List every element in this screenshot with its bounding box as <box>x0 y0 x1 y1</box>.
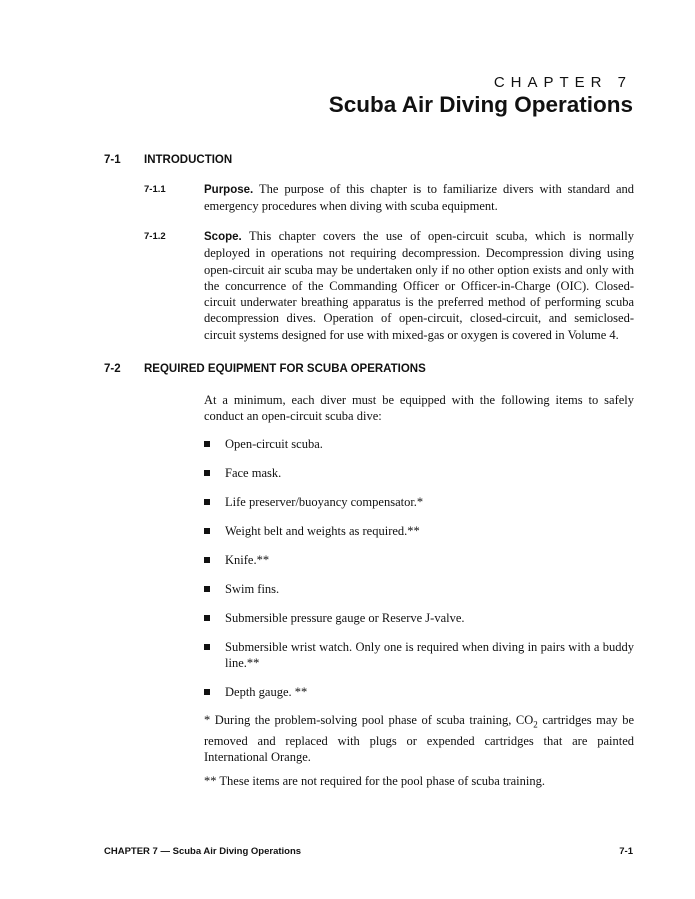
list-item: Life preserver/buoyancy compensator.* <box>204 494 634 510</box>
list-item: Submersible pressure gauge or Reserve J-valve. <box>204 610 634 626</box>
section-number: 7-2 <box>104 363 121 375</box>
bullet-square-icon <box>204 644 210 650</box>
bullet-square-icon <box>204 528 210 534</box>
bullet-square-icon <box>204 441 210 447</box>
list-item: Submersible wrist watch. Only one is required when diving in pairs with a buddy line.** <box>204 639 634 672</box>
purpose-paragraph <box>204 181 634 215</box>
section-title: INTRODUCTION <box>144 154 233 166</box>
footnote-co2-part2: cartridges may be removed and replaced with plugs or expended cartridges that are painted International Orange. <box>204 713 634 765</box>
list-item: Open-circuit scuba. <box>204 436 634 452</box>
list-item: Weight belt and weights as required.** <box>204 523 634 539</box>
list-item: Swim fins. <box>204 581 634 597</box>
footer-chapter: CHAPTER 7 — Scuba Air Diving Operations <box>104 846 302 857</box>
scope-lead: Scope. <box>204 231 242 243</box>
bullet-square-icon <box>204 470 210 476</box>
list-item: Knife.** <box>204 552 634 568</box>
footnote-co2 <box>204 712 634 765</box>
bullet-square-icon <box>204 557 210 563</box>
footnote-co2-subscript: 2 <box>533 719 538 730</box>
bullet-square-icon <box>204 499 210 505</box>
subsection-number: 7-1.1 <box>144 184 166 195</box>
chapter-title: Scuba Air Diving Operations <box>328 92 633 117</box>
purpose-lead: Purpose. <box>204 184 254 196</box>
chapter-label: CHAPTER 7 <box>493 74 632 91</box>
bullet-square-icon <box>204 586 210 592</box>
purpose-text: The purpose of this chapter is to familiarize divers with standard and emergency procedures when diving with scuba equipment. <box>204 182 634 214</box>
list-item: Depth gauge. ** <box>204 684 634 700</box>
scope-paragraph <box>204 228 634 343</box>
bullet-square-icon <box>204 689 210 695</box>
footnote-co2-part1: * During the problem-solving pool phase of scuba training, CO <box>204 713 534 727</box>
page-number: 7-1 <box>619 846 633 857</box>
section-title: REQUIRED EQUIPMENT FOR SCUBA OPERATIONS <box>144 363 426 375</box>
subsection-number: 7-1.2 <box>144 231 166 242</box>
list-item: Face mask. <box>204 465 634 481</box>
footnote-pool: ** These items are not required for the pool phase of scuba training. <box>204 774 545 788</box>
scope-text: This chapter covers the use of open-circuit scuba, which is normally deployed in operations not requiring decompression. Decompression diving using open-circuit air scuba may be undertaken only if no other option exists and only with the concurrence of the Commanding Officer or Officer-in-Charge (OIC). Closed-circuit underwater breathing apparatus is the preferred method of performing scuba decompression dives. Operation of open-circuit, closed-circuit, and semiclosed-circuit systems designed for use with mixed-gas or oxygen is covered in Volume 4. <box>204 229 634 342</box>
section-number: 7-1 <box>104 154 121 166</box>
equipment-intro: At a minimum, each diver must be equipped with the following items to safely conduct an open-circuit scuba dive: <box>204 393 634 424</box>
bullet-square-icon <box>204 615 210 621</box>
